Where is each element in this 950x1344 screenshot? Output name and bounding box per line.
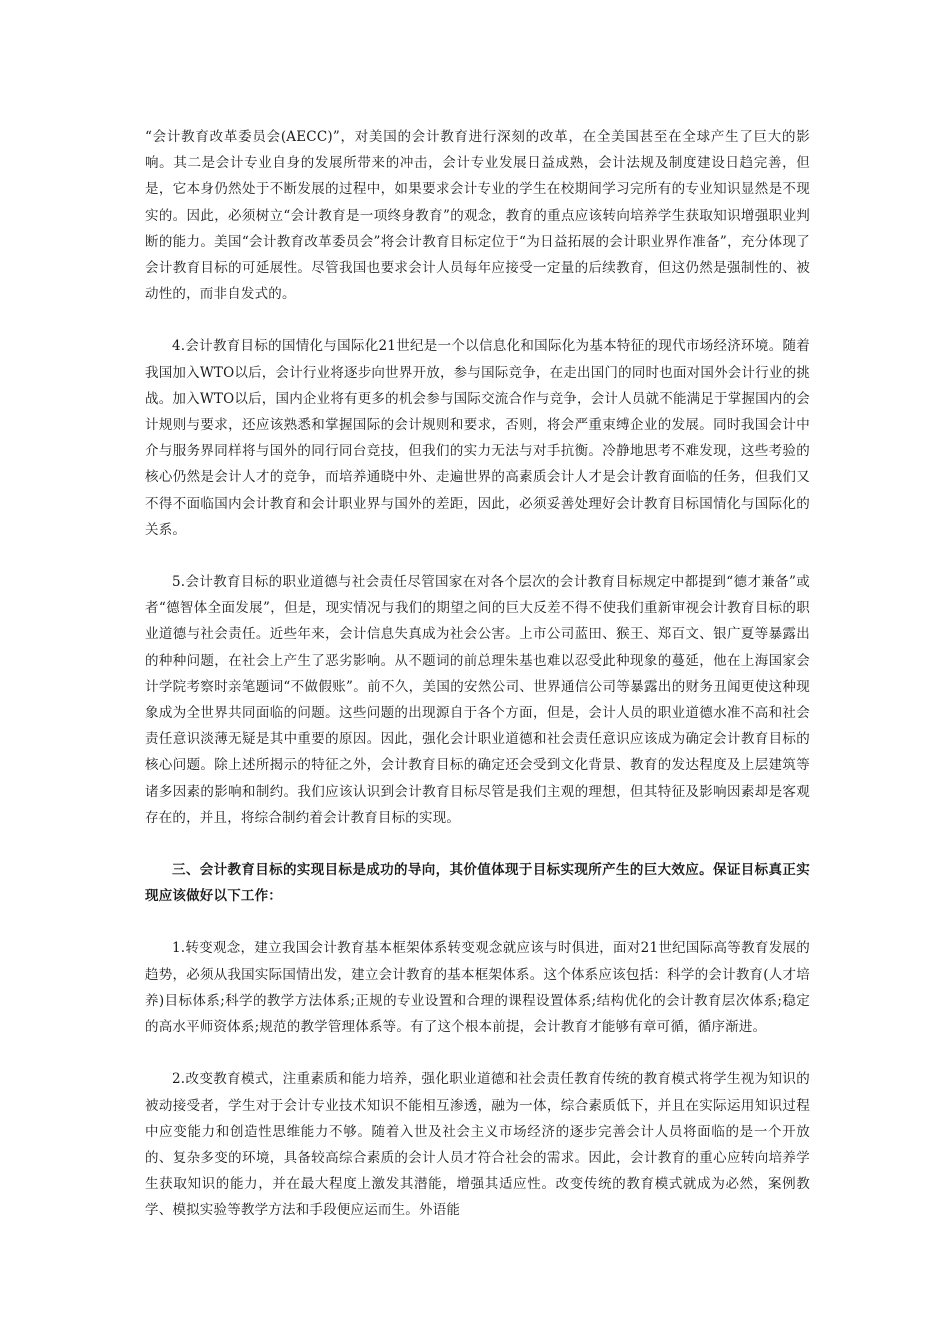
paragraph-section-5-ethics: 5.会计教育目标的职业道德与社会责任尽管国家在对各个层次的会计教育目标规定中都提到“德才兼备”或者“德智体全面发展”，但是，现实情况与我们的期望之间的巨大反差不得不使我们重新审视会计教育目标的职业道德与社会责任。近些年来，会计信息失真成为社会公害。上市公司蓝田、猴王、郑百文、银广夏等暴露出的种种问题，在社会上产生了恶劣影响。从不题词的前总理朱基也难以忍受此种现象的蔓延，他在上海国家会计学院考察时亲笔题词“不做假账”。前不久，美国的安然公司、世界通信公司等暴露出的财务丑闻更使这种现象成为全世界共同面临的问题。这些问题的出现源自于各个方面，但是，会计人员的职业道德水准不高和社会责任意识淡薄无疑是其中重要的原因。因此，强化会计职业道德和社会责任意识应该成为确定会计教育目标的核心问题。除上述所揭示的特征之外，会计教育目标的确定还会受到文化背景、教育的发达程度及上层建筑等诸多因素的影响和制约。我们应该认识到会计教育目标尽管是我们主观的理想，但其特征及影响因素却是客观存在的，并且，将综合制约着会计教育目标的实现。	[145, 574, 810, 826]
paragraph-section-4-internationalization: 4.会计教育目标的国情化与国际化21世纪是一个以信息化和国际化为基本特征的现代市场经济环境。随着我国加入WTO以后，会计行业将逐步向世界开放，参与国际竞争，在走出国门的同时也面对国外会计行业的挑战。加入WTO以后，国内企业将有更多的机会参与国际交流合作与竞争，会计人员就不能满足于掌握国内的会计规则与要求，还应该熟悉和掌握国际的会计规则和要求，否则，将会严重束缚企业的发展。同时我国会计中介与服务界同样将与国外的同行同台竞技，但我们的实力无法与对手抗衡。冷静地思考不难发现，这些考验的核心仍然是会计人才的竞争，而培养通晓中外、走遍世界的高素质会计人才是会计教育面临的任务，但我们又不得不面临国内会计教育和会计职业界与国外的差距，因此，必须妥善处理好会计教育目标国情化与国际化的关系。	[145, 338, 810, 538]
paragraph-item-2-education-model: 2.改变教育模式，注重素质和能力培养，强化职业道德和社会责任教育传统的教育模式将学生视为知识的被动接受者，学生对于会计专业技术知识不能相互渗透，融为一体，综合素质低下，并且在实际运用知识过程中应变能力和创造性思维能力不够。随着入世及社会主义市场经济的逐步完善会计人员将面临的是一个开放的、复杂多变的环境，具备较高综合素质的会计人员才符合社会的需求。因此，会计教育的重心应转向培养学生获取知识的能力，并在最大程度上激发其潜能，增强其适应性。改变传统的教育模式就成为必然，案例教学、模拟实验等教学方法和手段便应运而生。外语能	[145, 1071, 810, 1219]
paragraph-aecc-reform: “会计教育改革委员会(AECC)”，对美国的会计教育进行深刻的改革，在全美国甚至在全球产生了巨大的影响。其二是会计专业自身的发展所带来的冲击，会计专业发展日益成熟，会计法规及制度建设日趋完善，但是，它本身仍然处于不断发展的过程中，如果要求会计专业的学生在校期间学习完所有的专业知识显然是不现实的。因此，必须树立“会计教育是一项终身教育”的观念，教育的重点应该转向培养学生获取知识增强职业判断的能力。美国“会计教育改革委员会”将会计教育目标定位于“为日益拓展的会计职业界作准备”，充分体现了会计教育目标的可延展性。尽管我国也要求会计人员每年应接受一定量的后续教育，但这仍然是强制性的、被动性的，而非自发式的。	[145, 129, 810, 303]
heading-section-3-realization: 三、会计教育目标的实现目标是成功的导向，其价值体现于目标实现所产生的巨大效应。保证目标真正实现应该做好以下工作：	[145, 862, 810, 905]
paragraph-item-1-framework: 1.转变观念，建立我国会计教育基本框架体系转变观念就应该与时俱进，面对21世纪国际高等教育发展的趋势，必须从我国实际国情出发，建立会计教育的基本框架体系。这个体系应该包括：科学的会计教育(人才培养)目标体系;科学的教学方法体系;正规的专业设置和合理的课程设置体系;结构优化的会计教育层次体系;稳定的高水平师资体系;规范的教学管理体系等。有了这个根本前提，会计教育才能够有章可循，循序渐进。	[145, 940, 810, 1036]
document-body	[145, 124, 810, 1250]
